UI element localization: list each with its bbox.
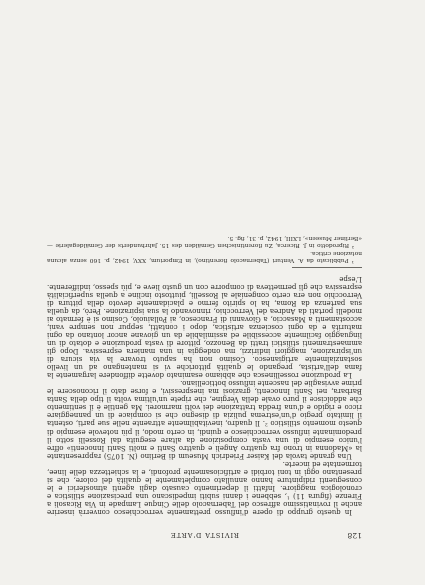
running-head — [47, 524, 362, 540]
paragraph: La produzione rossellinesca che abbiamo esaminato dovette diffondere largamente la fama dell'artista, pregando le qualità pittoriche vi si mantengano ad un livello sostanzialmente artigianesco. Cosimo non ha saputo trovare la via sicura di un'ispirazione, maggiori indirizzi, ma ondeggia in una maniera espressiva. Dopo gli ammaestramenti stilistici tratti da Benozzo, pittore di vasta produzione e dotato di un linguaggio facilmente accessibile ed assimilabile da un giovane ancor lontano da ogni maturità e da ogni coscienza artistica, dopo i contatti, seppur non sempre vani, accostamenti a Masaccio, a Giovanni di Francesco, ai Pollaiuolo, Cosimo si è fermato ai modelli portati da Andrea del Verrocchio, rinnovando la sua ispirazione. Però, da quella sua partenza da Roma, ha lo spirito fermo e placidamente devoto della pittura di Verrocchio non era certo congeniale al Rosselli, piuttosto incline a quella superficialità espressiva che gli permetteva di comporre con un gusto lieve e, più spesso, indifferente. L'espe — [47, 274, 362, 380]
footnote: ¹ Pubblicato da A. Venturi (Tabernacolo fiorentino), in Emporium, XXV, 1942, p. 160 senza alcuna notazione critica. — [47, 249, 362, 263]
body-text — [47, 275, 362, 516]
footnote-divider — [292, 267, 362, 268]
footnote: ² Riprodotto in J. Ricerca, Zu florentinischen Gemälden des 15. Jahrhunderts der Gemäldegalerie — «Berliner Museen», LXIII, 1942, p. 31, fig. 5. — [47, 235, 362, 249]
paragraph: Una grande tavola del Kaiser Friedrich Museum di Berlino (N. 1075) rappresentante la «Madonna in trono fra quattro Angeli e quattro Santi e molti Santi Innocenti» offre l'unico esempio di una vasta composizione da altare eseguita dal Rosselli sotto il predominante influsso verrocchiesco e quindi, in certo modo, il più notevole esempio di questo momento stilistico ². Il quadro, inevitabilmente attraente nelle sue parti, ostenta il limitato pregio d'un'estrema pulizia di disegno che si compiace di un panneggiare ricco e rigido e d'una fredda trattazione dei volti marmorei. Ma gentile è il sentimento che addolcisce il puro ovale della Vergine, che ripete un'ultima volta il tipo della Santa Barbara, nei Santi Innocenti, graziosi ma inespressivi, e forse dato il riconoscere le prime avvisaglie del nascente influsso botticelliano. — [47, 379, 362, 460]
paragraph: In questo gruppo di opere d'influsso prettamente verrocchiesco converrà inserire anche il rovinatissimo affresco del Tabernacolo delle Cinque Lampade in Via Ricasoli a Firenze (figura 11) ¹, sebbene i danni subiti impediscano una precisazione stilistica e cronologica maggiore. Infatti il deperimento causato dagli agenti atmosferici e le conseguenti ridipinture hanno annullato completamente le qualità del colore, che si presentano oggi in toni torbidi e artificiosamente profondi, e la schiettezza delle linee, tormentate ed incerte. — [47, 459, 362, 516]
footnotes — [47, 234, 362, 262]
journal-title: RIVISTA D'ARTE — [170, 531, 239, 539]
page-number: 128 — [347, 531, 362, 540]
text-block — [47, 234, 362, 540]
